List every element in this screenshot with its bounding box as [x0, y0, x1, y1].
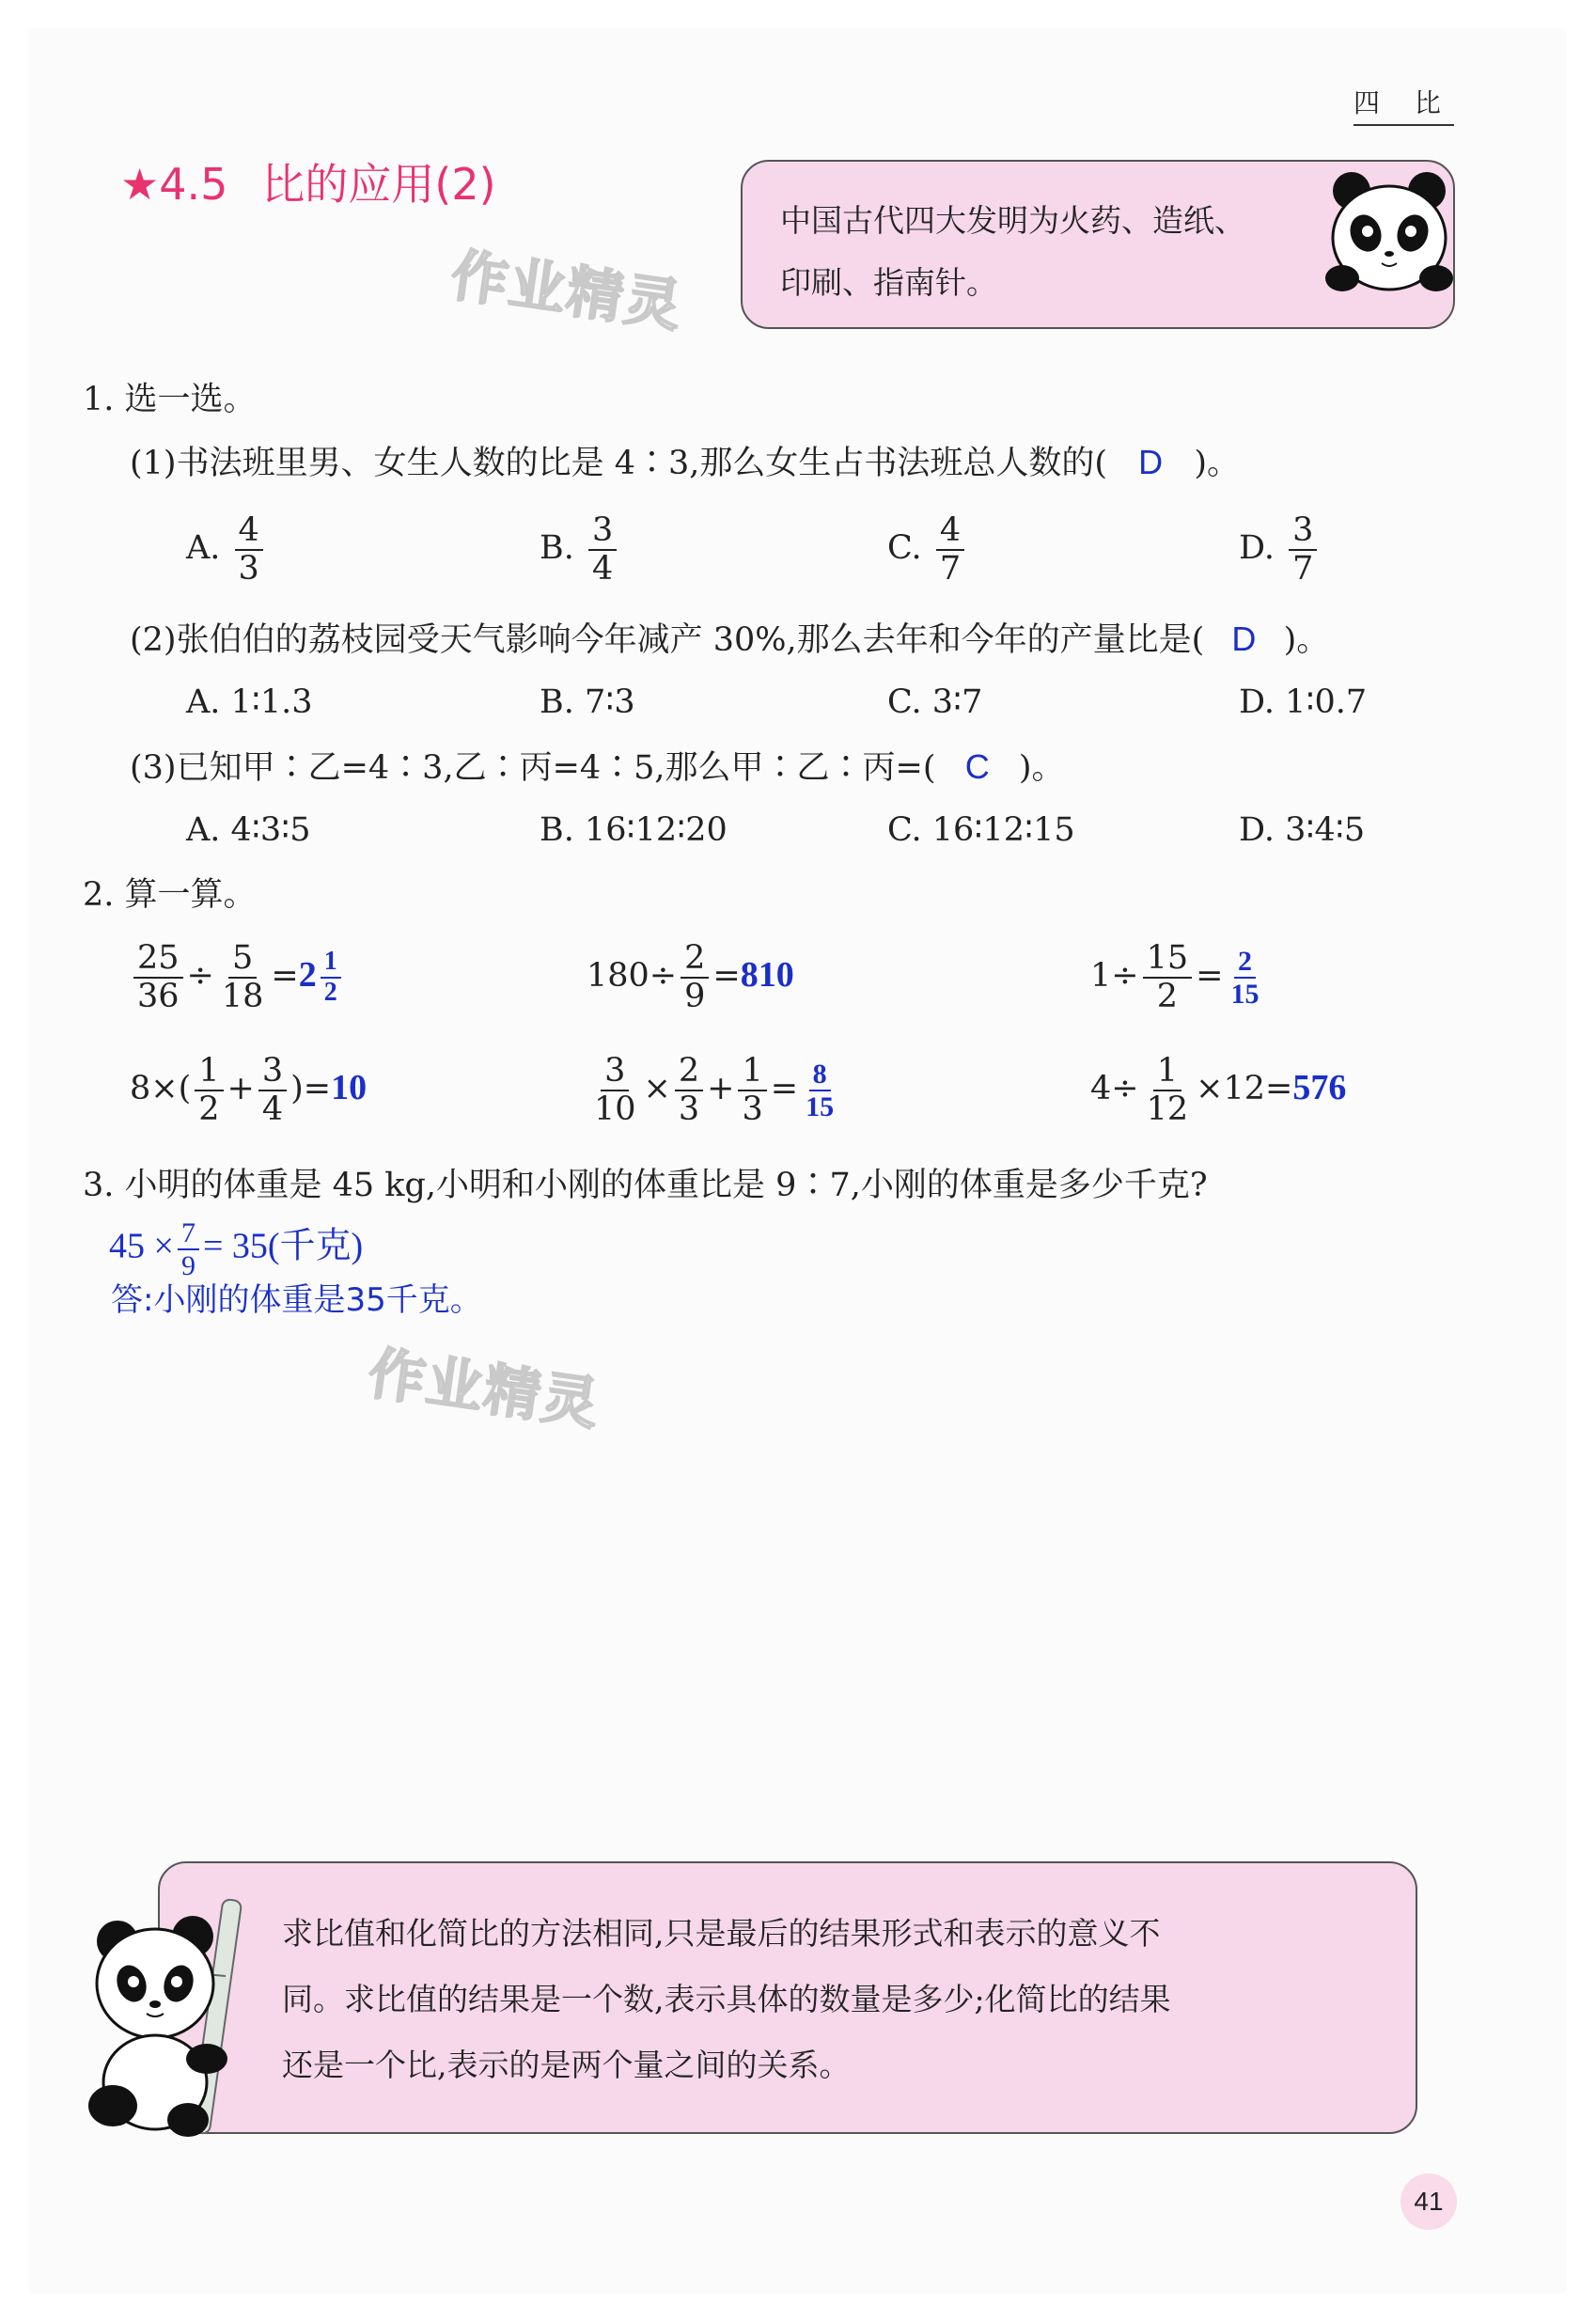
denominator: 10 [594, 1090, 636, 1128]
panda-bamboo-icon [75, 1890, 263, 2143]
equals: = [1196, 957, 1224, 995]
q1-2-stem: (2)张伯伯的荔枝园受天气影响今年减产 30%,那么去年和今年的产量比是( [130, 621, 1205, 659]
denominator: 2 [198, 1090, 220, 1128]
panda-icon [1323, 167, 1455, 299]
q1-3-answer: C [964, 747, 990, 786]
q1-1-option-b [540, 512, 620, 587]
denominator: 36 [137, 977, 180, 1015]
calc-2-answer: 810 [740, 955, 794, 995]
q1-1-option-d [1239, 512, 1321, 587]
q1-2-stem-end: )。 [1283, 621, 1330, 659]
q1-3-option-a: A. 4∶3∶5 [186, 811, 311, 849]
calc-6 [1090, 1053, 1346, 1127]
option-label: B. [540, 529, 574, 567]
operator: ÷ [186, 957, 214, 995]
star-icon: ★ [120, 159, 160, 210]
q3-work [109, 1217, 363, 1281]
operator: + [227, 1070, 255, 1107]
numerator: 1 [321, 948, 341, 979]
expression-prefix: 4÷ [1090, 1070, 1139, 1107]
q1-3-stem: (3)已知甲∶乙=4∶3,乙∶丙=4∶5,那么甲∶乙∶丙=( [130, 749, 936, 787]
q1-1-stem-end: )。 [1194, 445, 1240, 482]
info-line-1: 中国古代四大发明为火药、造纸、 [780, 202, 1245, 239]
denominator: 7 [1292, 549, 1314, 588]
denominator: 7 [939, 549, 962, 588]
denominator: 18 [221, 977, 264, 1015]
tip-line-1: 求比值和化简比的方法相同,只是最后的结果形式和表示的意义不 [282, 1915, 1161, 1952]
numerator: 1 [195, 1053, 223, 1091]
numerator: 7 [178, 1217, 199, 1250]
calc-4 [130, 1053, 367, 1127]
q1-1-stem: (1)书法班里男、女生人数的比是 4∶3,那么女生占书法班总人数的( [130, 445, 1108, 482]
work-prefix: 45 × [109, 1226, 174, 1266]
operator: + [707, 1070, 735, 1107]
denominator: 3 [238, 549, 259, 588]
numerator: 1 [1153, 1053, 1181, 1091]
numerator: 3 [601, 1053, 629, 1091]
numerator: 2 [1234, 946, 1256, 979]
expression-suffix: ×12= [1196, 1070, 1293, 1107]
numerator: 3 [588, 512, 617, 551]
numerator: 15 [1143, 940, 1193, 979]
numerator: 2 [681, 940, 709, 979]
denominator: 12 [1146, 1090, 1189, 1128]
numerator: 25 [133, 940, 183, 979]
q1-2-option-a: A. 1∶1.3 [186, 683, 313, 721]
option-label: C. [887, 529, 922, 567]
denominator: 9 [180, 1250, 196, 1281]
q1-2-answer: D [1231, 620, 1257, 658]
tip-box [158, 1861, 1417, 2134]
denominator: 2 [323, 977, 337, 1007]
denominator: 4 [261, 1090, 284, 1128]
q3-answer: 答:小刚的体重是35千克。 [111, 1281, 482, 1319]
numerator: 3 [1289, 512, 1317, 551]
calc-3 [1090, 940, 1266, 1014]
numerator: 5 [228, 940, 257, 979]
calc-2 [587, 940, 794, 1014]
q1-3-stem-end: )。 [1018, 749, 1065, 787]
calc-1-answer-whole: 2 [298, 955, 317, 995]
section-name: 比的应用(2) [261, 159, 496, 210]
page-number: 41 [1400, 2173, 1457, 2230]
numerator: 8 [809, 1059, 831, 1091]
numerator: 2 [675, 1053, 703, 1091]
denominator: 2 [1156, 977, 1179, 1015]
expression-prefix: 8×( [130, 1070, 192, 1107]
info-line-2: 印刷、指南针。 [780, 264, 997, 301]
q1-1-option-a [186, 512, 267, 587]
equals: = [770, 1070, 799, 1107]
q1-1-option-c [887, 512, 968, 587]
question-2-title: 2. 算一算。 [83, 876, 257, 914]
denominator: 15 [1230, 978, 1260, 1010]
watermark: 作业精灵 [446, 243, 687, 340]
calc-6-answer: 576 [1292, 1068, 1347, 1107]
expression-prefix: 1÷ [1090, 957, 1139, 995]
tip-line-3: 还是一个比,表示的是两个量之间的关系。 [282, 2047, 851, 2083]
numerator: 4 [936, 512, 964, 551]
q1-3-option-b: B. 16∶12∶20 [540, 811, 728, 849]
section-number: 4.5 [159, 159, 228, 210]
denominator: 9 [684, 977, 706, 1015]
question-1-1 [130, 443, 1240, 482]
watermark: 作业精灵 [364, 1341, 604, 1438]
calc-4-answer: 10 [331, 1068, 368, 1107]
denominator: 3 [742, 1090, 763, 1128]
work-result: = 35(千克) [202, 1226, 364, 1266]
q1-3-option-d: D. 3∶4∶5 [1239, 811, 1366, 849]
chapter-header: 四 比 [1353, 83, 1454, 126]
equals: = [712, 957, 741, 995]
q1-2-option-d: D. 1∶0.7 [1239, 683, 1368, 721]
section-title [120, 150, 496, 212]
equals: = [271, 957, 299, 995]
numerator: 3 [258, 1053, 287, 1091]
option-label: A. [186, 529, 221, 567]
expression-suffix: )= [290, 1070, 332, 1107]
denominator: 3 [678, 1090, 700, 1128]
numerator: 1 [738, 1053, 766, 1091]
q1-2-option-c: C. 3∶7 [887, 683, 983, 721]
calc-1 [130, 940, 345, 1014]
denominator: 4 [592, 549, 614, 588]
operator: × [643, 1070, 671, 1107]
question-1-3 [130, 747, 1065, 787]
tip-line-2: 同。求比值的结果是一个数,表示具体的数量是多少;化简比的结果 [282, 1981, 1171, 2017]
question-1-2 [130, 622, 1329, 657]
q1-1-answer: D [1138, 443, 1164, 481]
q1-2-option-b: B. 7∶3 [540, 683, 635, 721]
question-3-title: 3. 小明的体重是 45 kg,小明和小刚的体重比是 9∶7,小刚的体重是多少千克? [83, 1167, 1208, 1204]
numerator: 4 [235, 512, 263, 551]
denominator: 15 [806, 1090, 835, 1122]
question-1-title: 1. 选一选。 [83, 381, 257, 418]
q1-3-option-c: C. 16∶12∶15 [887, 811, 1075, 849]
calc-5 [587, 1053, 841, 1127]
expression-prefix: 180÷ [587, 957, 678, 995]
option-label: D. [1239, 529, 1275, 567]
